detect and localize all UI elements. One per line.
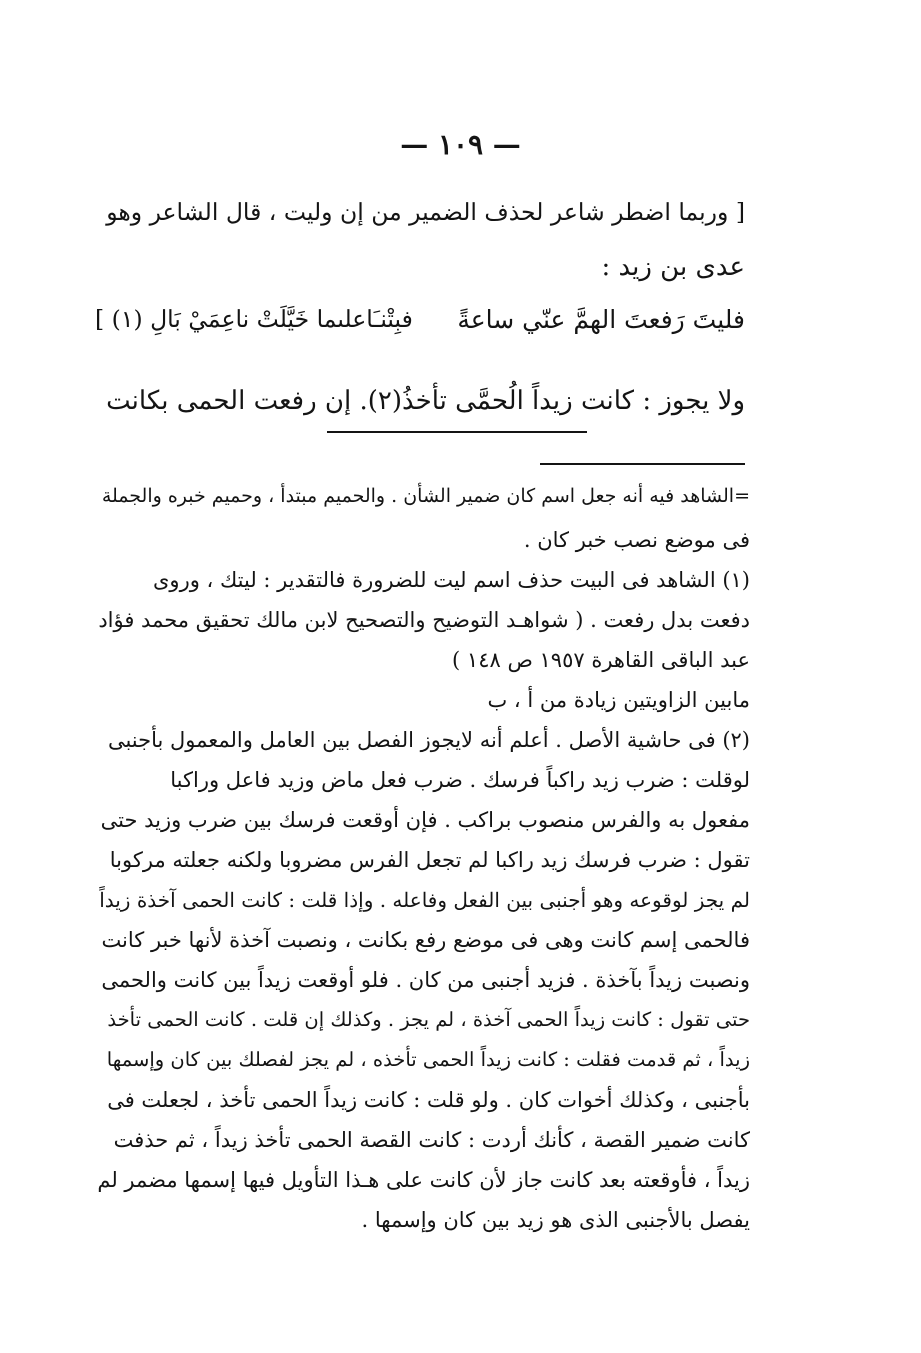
- footnote-line: زيداً ، ثم قدمت فقلت : كانت زيداً الحمى تأخذه ، لم يجز لفصلك بين كان وإسمها: [106, 1048, 750, 1071]
- footnote-line: لم يجز لوقوعه وهو أجنبى بين الفعل وفاعله . وإذا قلت : كانت الحمى آخذة زيداً: [99, 888, 750, 912]
- footnote-line: مفعول به والفرس منصوب براكب . فإن أوقعت فرسك بين ضرب وزيد حتى: [100, 808, 750, 832]
- footnote-line: (١) الشاهد فى البيت حذف اسم ليت للضرورة فالتقدير : ليتك ، وروى: [152, 568, 750, 592]
- footnote-line: تقول : ضرب فرسك زيد راكبا لم تجعل الفرس مضروبا ولكنه جعلته مركوبا: [109, 848, 750, 872]
- footnote-line: بأجنبى ، وكذلك أخوات كان . ولو قلت : كانت زيداً الحمى تأخذ ، لجعلت فى: [107, 1088, 750, 1112]
- main-text-line-4: ولا يجوز : كانت زيداً الُحمَّى تأخذُ(٢). إن رفعت الحمى بكانت: [106, 386, 745, 416]
- footnote-line: حتى تقول : كانت زيداً الحمى آخذة ، لم يجز . وكذلك إن قلت . كانت الحمى تأخذ: [107, 1008, 750, 1031]
- verse-hemistich-2: فبِتْنـَاعلىما خَيَّلَتْ ناعِمَيْ بَالِ (١) ]: [95, 305, 413, 333]
- footnote-line: لوقلت : ضرب زيد راكباً فرسك . ضرب فعل ماض وزيد فاعل وراكبا: [170, 768, 750, 792]
- page-number: — ١٠٩ —: [400, 128, 521, 161]
- footnote-line: مابين الزاويتين زيادة من أ ، ب: [487, 688, 750, 712]
- footnote-line: ونصبت زيداً بآخذة . فزيد أجنبى من كان . فلو أوقعت زيداً بين كانت والحمى: [101, 968, 750, 992]
- footnote-line: عبد الباقى القاهرة ١٩٥٧ ص ١٤٨ ): [452, 648, 750, 672]
- footnote-line: كانت ضمير القصة ، كأنك أردت : كانت القصة الحمى تأخذ زيداً ، ثم حذفت: [113, 1128, 750, 1152]
- footnote-separator: [540, 463, 745, 465]
- footnote-line: زيداً ، فأوقعته بعد كانت جاز لأن كانت على هـذا التأويل فيها إسمها مضمر لم: [97, 1168, 750, 1192]
- footnote-line: (٢) فى حاشية الأصل . أعلم أنه لايجوز الفصل بين العامل والمعمول بأجنبى: [107, 728, 750, 752]
- example-underline: [327, 431, 587, 433]
- footnote-line: دفعت بدل رفعت . ( شواهـد التوضيح والتصحيح لابن مالك تحقيق محمد فؤاد: [98, 608, 750, 632]
- footnote-line: يفصل بالأجنبى الذى هو زيد بين كان وإسمها .: [361, 1208, 750, 1232]
- main-text-line-1: [ وربما اضطر شاعر لحذف الضمير من إن وليت ، قال الشاعر وهو: [106, 198, 745, 226]
- footnote-line: فى موضع نصب خبر كان .: [523, 528, 750, 552]
- footnote-line: =الشاهد فيه أنه جعل اسم كان ضمير الشأن . والحميم مبتدأ ، وحميم خبره والجملة: [101, 485, 750, 507]
- verse-hemistich-1: فليتَ رَفعتَ الهمَّ عنّي ساعةً: [457, 305, 745, 334]
- main-text-line-2: عدى بن زيد :: [601, 252, 745, 282]
- footnote-line: فالحمى إسم كانت وهى فى موضع رفع بكانت ، ونصبت آخذة لأنها خبر كانت: [101, 928, 750, 952]
